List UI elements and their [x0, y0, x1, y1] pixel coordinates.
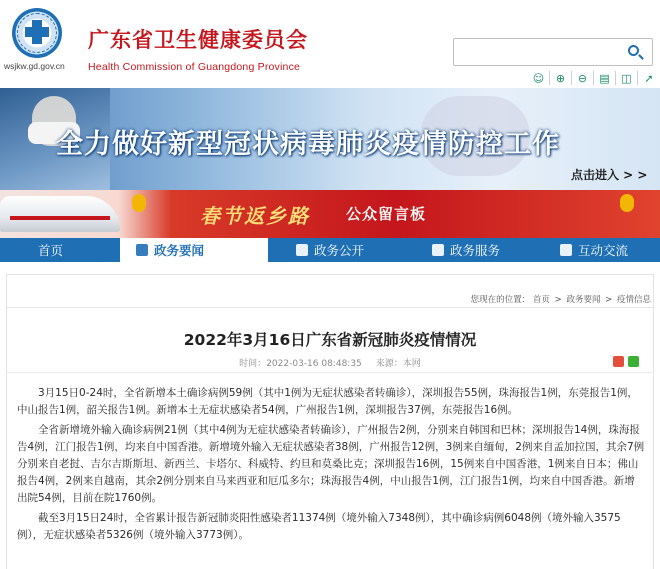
nav-item-label: 互动交流 — [578, 243, 629, 258]
banner-headline: 全力做好新型冠状病毒肺炎疫情防控工作 — [56, 129, 560, 160]
nav-item-public-info[interactable] — [268, 238, 416, 262]
breadcrumb-prefix: 您现在的位置： — [470, 295, 531, 305]
breadcrumb-separator: > — [605, 295, 613, 305]
nav-item-services[interactable] — [416, 238, 552, 262]
weibo-share-icon[interactable] — [613, 356, 624, 367]
site-header — [0, 0, 660, 88]
search-input[interactable] — [460, 42, 620, 62]
document-icon — [296, 244, 308, 256]
article-paragraph: 全省新增境外输入确诊病例21例（其中4例为无症状感染者转确诊），广州报告2例，分别来自韩国和巴林；深圳报告14例，珠海报告4例，江门报告1例，均来自中国香港。新增境外输入无症状感染者38例，广州报告12例，3例来自缅甸，2例来自孟加拉国，其余7例分别来自老挝、吉尔吉斯斯坦、新西兰、卡塔尔、科威特、约旦和莫桑比克；深圳报告16例，15例来自中国香港，1例来自日本；佛山报告4例，2例来自越南，其余2例分别来自马来西亚和厄瓜多尔；珠海报告4例，中山报告1例，江门报告1例，均来自中国香港。新增出院54例，目前在院1760例。 — [17, 424, 645, 504]
emblem-logo-icon[interactable] — [12, 8, 62, 58]
nav-item-label: 政务服务 — [450, 243, 501, 258]
accessibility-icon[interactable]: ☺ — [528, 71, 550, 85]
divider — [7, 372, 653, 373]
share-bar — [613, 356, 639, 367]
lantern-icon — [132, 194, 146, 212]
breadcrumb-separator: > — [554, 295, 562, 305]
search-icon[interactable] — [628, 45, 644, 61]
article-title: 2022年3月16日广东省新冠肺炎疫情情况 — [183, 331, 477, 349]
nav-item-home[interactable] — [0, 238, 120, 262]
service-icon — [432, 244, 444, 256]
epidemic-banner[interactable] — [0, 88, 660, 190]
time-label: 时间： — [239, 359, 267, 369]
article-panel — [6, 274, 654, 569]
article-paragraph: 3月15日0-24时，全省新增本土确诊病例59例（其中1例为无症状感染者转确诊），深圳报告55例，珠海报告1例，东莞报告1例，中山报告1例，韶关报告1例。新增本土无症状感染者54例，广州报告1例，深圳报告37例，东莞报告16例。 — [17, 387, 638, 416]
article-meta — [7, 356, 653, 369]
train-image — [0, 196, 120, 232]
news-icon — [136, 244, 148, 256]
nav-item-news[interactable] — [120, 238, 268, 262]
divider — [7, 307, 653, 308]
nav-item-interaction[interactable] — [552, 238, 660, 262]
festival-title: 春节返乡路 — [200, 204, 310, 228]
banner-enter-link[interactable]: 点击进入 > > — [571, 168, 648, 182]
main-nav — [0, 238, 660, 262]
breadcrumb-item-epidemic[interactable]: 疫情信息 — [616, 295, 651, 305]
article-body — [17, 385, 645, 547]
breadcrumb — [471, 293, 651, 305]
source-label: 来源： — [375, 359, 403, 369]
reading-icon[interactable]: ◫ — [616, 71, 638, 85]
nav-item-label: 政务要闻 — [154, 243, 205, 258]
lantern-icon — [620, 194, 634, 212]
site-title[interactable]: 广东省卫生健康委员会 — [88, 28, 308, 52]
message-board-label: 公众留言板 — [346, 205, 427, 223]
article-source: 本网 — [402, 359, 421, 369]
text-icon[interactable]: ▤ — [594, 71, 616, 85]
accessibility-toolbar — [528, 71, 660, 85]
zoom-out-icon[interactable]: ⊖ — [572, 71, 594, 85]
festival-banner[interactable] — [0, 190, 660, 238]
nav-item-label: 首页 — [38, 243, 64, 258]
wechat-share-icon[interactable] — [628, 356, 639, 367]
breadcrumb-item-news[interactable]: 政务要闻 — [566, 295, 601, 305]
site-domain: wsjkw.gd.gov.cn — [4, 61, 65, 71]
cursor-icon[interactable]: ➚ — [644, 71, 654, 85]
search-box — [453, 38, 653, 66]
zoom-in-icon[interactable]: ⊕ — [550, 71, 572, 85]
article-paragraph: 截至3月15日24时，全省累计报告新冠肺炎阳性感染者11374例（境外输入7348例），其中确诊病例6048例（境外输入3575例），无症状感染者5326例（境外输入3773例）。 — [17, 512, 621, 541]
chat-icon — [560, 244, 572, 256]
site-title-english: Health Commission of Guangdong Province — [88, 61, 301, 73]
publish-time: 2022-03-16 08:48:35 — [266, 359, 362, 369]
breadcrumb-item-home[interactable]: 首页 — [532, 295, 550, 305]
nav-item-label: 政务公开 — [314, 243, 365, 258]
